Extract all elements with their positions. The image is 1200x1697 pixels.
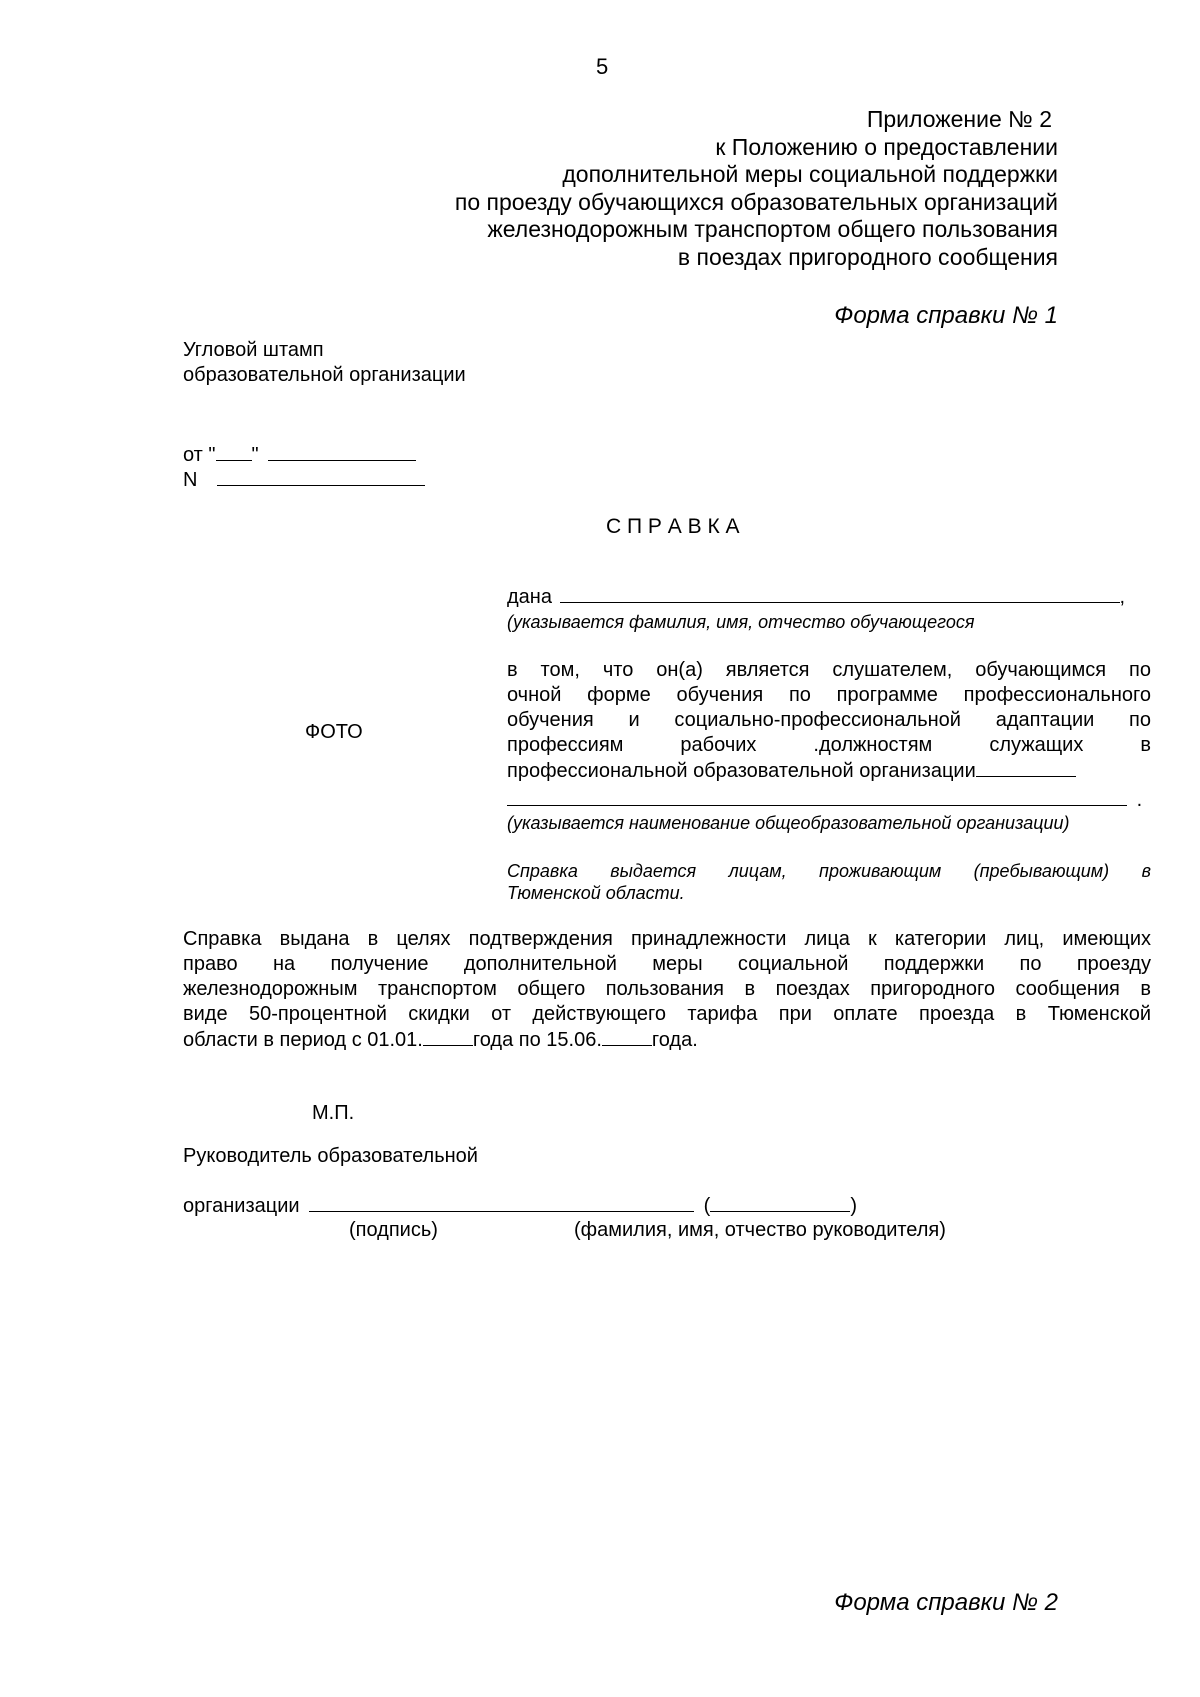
student-name-field[interactable]: [560, 584, 1120, 603]
stamp-place-label: М.П.: [312, 1102, 355, 1124]
issued-to-label: дана: [507, 586, 552, 608]
note-line: Тюменской области.: [507, 883, 685, 903]
purpose-paragraph: [183, 927, 1151, 1053]
issued-to-comma: ,: [1119, 586, 1126, 608]
signature-hint: (подпись): [349, 1219, 438, 1241]
appendix-line: в поездах пригородного сообщения: [677, 243, 1058, 270]
appendix-line: дополнительной меры социальной поддержки: [562, 161, 1058, 187]
period-text: года по 15.06.: [472, 1029, 602, 1051]
org-name-dot: .: [1136, 789, 1143, 811]
form-2-title: Форма справки № 2: [834, 1589, 1058, 1616]
page-number: 5: [596, 54, 609, 79]
signature-field[interactable]: [309, 1193, 694, 1212]
org-name-field[interactable]: [507, 787, 1127, 806]
org-name-field-inline[interactable]: [976, 758, 1076, 777]
appendix-line: Приложение № 2: [866, 106, 1052, 132]
appendix-line: к Положению о предоставлении: [715, 133, 1058, 160]
purpose-line-period: [183, 1027, 1151, 1053]
body-line: обучения и социально-профессиональной адаптации по: [507, 709, 1151, 731]
signature-line: [183, 1193, 857, 1219]
issued-to-line: [507, 584, 1125, 610]
student-name-hint: (указывается фамилия, имя, отчество обучающегося: [507, 612, 975, 632]
body-line: профессиям рабочих .должностям служащих в: [507, 734, 1151, 756]
number-line: [183, 467, 425, 493]
body-paragraph: [507, 658, 1151, 784]
purpose-line: Справка выдана в целях подтверждения принадлежности лица к категории лиц, имеющих: [183, 928, 1151, 950]
stamp-line: образовательной организации: [183, 364, 466, 386]
date-prefix: от ": [183, 444, 216, 466]
head-name-hint: (фамилия, имя, отчество руководителя): [574, 1219, 946, 1241]
org-name-hint: (указывается наименование общеобразовательной организации): [507, 813, 1070, 833]
close-paren: ): [850, 1195, 858, 1217]
day-blank-field[interactable]: [216, 442, 252, 461]
note-line: Справка выдается лицам, проживающим (пребывающим) в: [507, 861, 1151, 881]
document-title: С П Р А В К А: [606, 515, 740, 538]
form-title: Форма справки № 1: [834, 302, 1058, 329]
appendix-header: [455, 106, 1058, 271]
note-paragraph: [507, 860, 1151, 904]
purpose-line: право на получение дополнительной меры социальной поддержки по проезду: [183, 953, 1151, 975]
date-quote: ": [251, 444, 259, 466]
head-title-line2: организации: [183, 1195, 300, 1217]
number-label: N: [183, 469, 198, 491]
body-line: очной форме обучения по программе профессионального: [507, 684, 1151, 706]
open-paren: (: [703, 1195, 711, 1217]
purpose-line: виде 50-процентной скидки от действующего тарифа при оплате проезда в Тюменской: [183, 1003, 1151, 1025]
stamp-line: Угловой штамп: [183, 339, 324, 361]
body-line: в том, что он(а) является слушателем, обучающимся по: [507, 659, 1151, 681]
body-line-org: [507, 758, 1151, 784]
date-blank-field[interactable]: [268, 442, 416, 461]
number-blank-field[interactable]: [217, 467, 425, 486]
photo-label: ФОТО: [305, 721, 363, 743]
date-line: [183, 442, 416, 468]
purpose-line: железнодорожным транспортом общего пользования в поездах пригородного сообщения в: [183, 978, 1151, 1000]
head-name-field[interactable]: [710, 1193, 850, 1212]
end-year-field[interactable]: [602, 1027, 652, 1046]
body-line: профессиональной образовательной организации: [507, 760, 976, 782]
start-year-field[interactable]: [423, 1027, 473, 1046]
corner-stamp-label: [183, 338, 466, 388]
appendix-line: по проезду обучающихся образовательных организаций: [454, 188, 1058, 215]
appendix-line: железнодорожным транспортом общего пользования: [487, 216, 1058, 242]
head-title-line1: Руководитель образовательной: [183, 1145, 478, 1167]
period-text: года.: [651, 1029, 698, 1051]
period-text: области в период с 01.01.: [183, 1029, 423, 1051]
org-name-line: [507, 787, 1142, 813]
